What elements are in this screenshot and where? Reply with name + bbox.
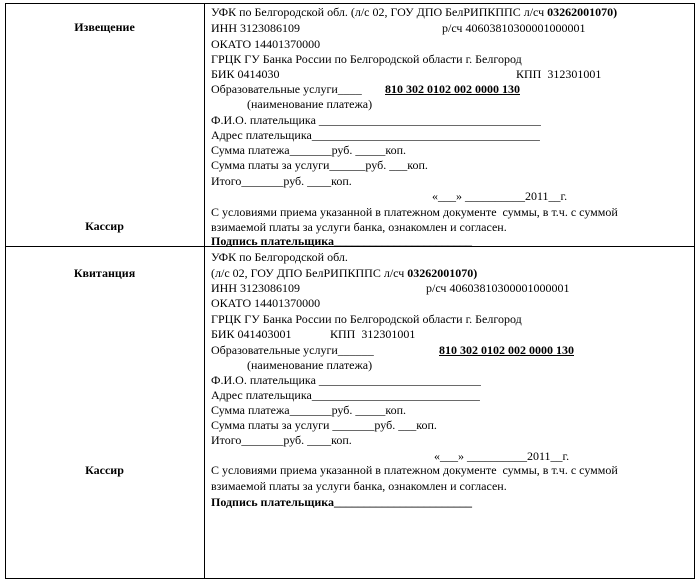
receipt-service-fee: Сумма платы за услуги _______руб. ___коп.	[211, 418, 437, 432]
receipt-inn: ИНН 3123086109	[211, 281, 300, 295]
notice-payer-name-field: Ф.И.О. плательщика _____________________________________	[211, 113, 541, 127]
receipt-kpp: КПП 312301001	[330, 327, 416, 341]
notice-payment-sum: Сумма платежа_______руб. _____коп.	[211, 143, 407, 157]
receipt-service-name: Образовательные услуги______	[211, 343, 374, 357]
notice-payer-address-field: Адрес плательщика______________________________________	[211, 128, 540, 142]
receipt-recipient: УФК по Белгородской обл.	[211, 250, 348, 264]
notice-payment-name-caption: (наименование платежа)	[247, 97, 373, 111]
receipt-payment-sum: Сумма платежа_______руб. _____коп.	[211, 403, 407, 417]
receipt-okato: ОКАТО 14401370000	[211, 296, 321, 310]
notice-account: р/сч 40603810300001000001	[442, 21, 586, 35]
notice-bank: ГРЦК ГУ Банка России по Белгородской области г. Белгород	[211, 52, 522, 66]
notice-terms-line2: взимаемой платы за услуги банка, ознакомлен и согласен.	[211, 220, 507, 234]
column-divider	[204, 3, 205, 579]
receipt-label: Квитанция	[73, 266, 136, 280]
notice-label: Извещение	[74, 20, 135, 34]
receipt-kbk-code: 810 302 0102 002 0000 130	[439, 343, 574, 357]
notice-service-fee: Сумма платы за услуги______руб. ___коп.	[211, 158, 428, 172]
notice-kpp: КПП 312301001	[516, 67, 602, 81]
notice-cashier-label: Кассир	[85, 219, 124, 233]
receipt-signature: Подпись плательщика_______________________	[211, 495, 472, 509]
notice-kbk-code: 810 302 0102 002 0000 130	[385, 82, 520, 96]
receipt-account-line: (л/с 02, ГОУ ДПО БелРИПКППС л/сч 03262001070)	[211, 266, 478, 280]
receipt-payment-name-caption: (наименование платежа)	[247, 358, 373, 372]
notice-terms-line1: С условиями приема указанной в платежном документе суммы, в т.ч. с суммой	[211, 205, 618, 219]
receipt-payer-address-field: Адрес плательщика____________________________	[211, 388, 480, 402]
receipt-date: «___» __________2011__г.	[434, 449, 570, 463]
receipt-terms-line2: взимаемой платы за услуги банка, ознакомлен и согласен.	[211, 479, 507, 493]
notice-okato: ОКАТО 14401370000	[211, 37, 321, 51]
receipt-bank: ГРЦК ГУ Банка России по Белгородской области г. Белгород	[211, 312, 522, 326]
receipt-bik: БИК 041403001	[211, 327, 292, 341]
receipt-cashier-label: Кассир	[85, 463, 124, 477]
receipt-terms-line1: С условиями приема указанной в платежном документе суммы, в т.ч. с суммой	[211, 463, 618, 477]
notice-signature: Подпись плательщика_______________________	[211, 234, 472, 248]
notice-inn: ИНН 3123086109	[211, 21, 300, 35]
receipt-account: р/сч 40603810300001000001	[426, 281, 570, 295]
notice-date: «___» __________2011__г.	[432, 189, 568, 203]
receipt-total: Итого_______руб. ____коп.	[211, 433, 352, 447]
notice-service-name: Образовательные услуги____	[211, 82, 362, 96]
notice-recipient-line: УФК по Белгородской обл. (л/с 02, ГОУ ДПО БелРИПКППС л/сч 03262001070)	[211, 5, 618, 19]
notice-total: Итого_______руб. ____коп.	[211, 174, 352, 188]
notice-bik: БИК 0414030	[211, 67, 280, 81]
receipt-payer-name-field: Ф.И.О. плательщика ___________________________	[211, 373, 481, 387]
